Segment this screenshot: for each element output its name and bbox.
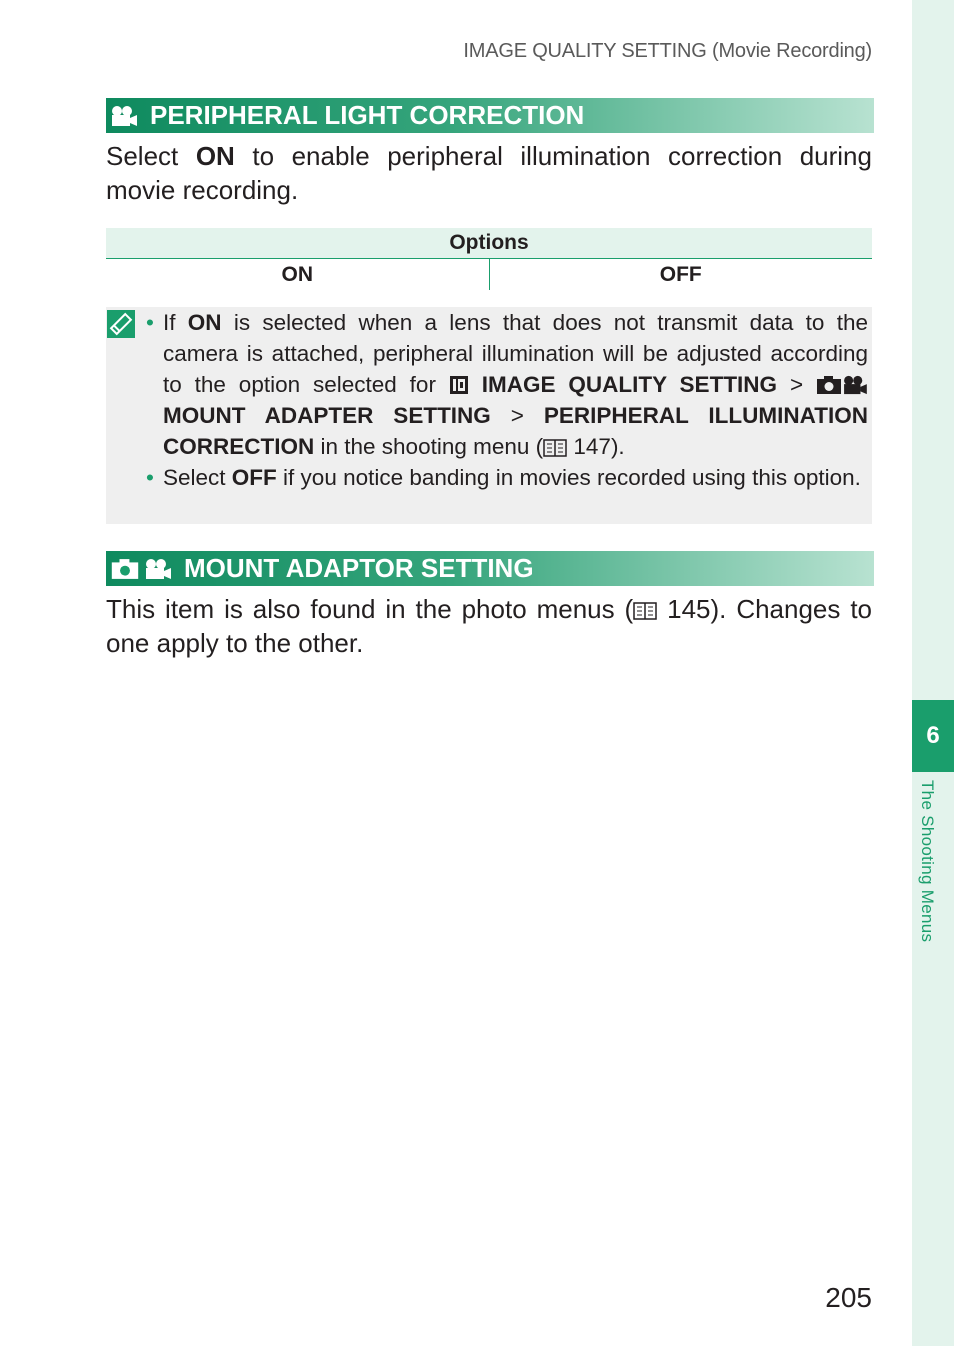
section-heading-mount-adaptor [106,551,874,586]
movie-icon [144,558,172,580]
movie-icon [110,105,138,127]
section-title: PERIPHERAL LIGHT CORRECTION [150,100,585,130]
note-icon [106,309,136,339]
still-camera-icon [110,558,140,580]
running-header: IMAGE QUALITY SETTING (Movie Recording) [463,40,872,62]
page-number: 205 [825,1282,872,1313]
book-icon [633,601,657,621]
image-quality-icon [449,375,469,395]
movie-icon [842,375,868,395]
section-title: MOUNT ADAPTOR SETTING [184,553,534,583]
still-camera-icon [816,375,842,395]
chapter-tab [912,700,954,772]
chapter-number: 6 [926,722,940,749]
option-on: ON [106,259,489,291]
book-icon [543,439,567,457]
section2-text: This item is also found in the photo menus ( 145). Changes to one apply to the other. [106,594,872,658]
section1-intro: Select ON to enable peripheral illumination correction during movie recording. [106,141,872,205]
section-heading-peripheral-light [106,98,874,133]
note-box [106,307,872,524]
chapter-side-band [912,0,954,1346]
chapter-title: The Shooting Menus [918,780,937,943]
note-item: • If ON is selected when a lens that does not transmit data to the camera is attached, peripheral illumination will be adjusted according to the option selected for IMAGE QUALITY SETTING > MOUNT ADAPTER SETTING > PERIPHERAL ILLUMINATION CORRECTION in the shooting menu ( 147). [146,307,868,462]
options-table [106,228,872,290]
note-list [146,307,868,493]
option-off: OFF [659,262,702,286]
options-header: Options [106,228,872,259]
note-item: • Select OFF if you notice banding in movies recorded using this option. [146,462,868,493]
